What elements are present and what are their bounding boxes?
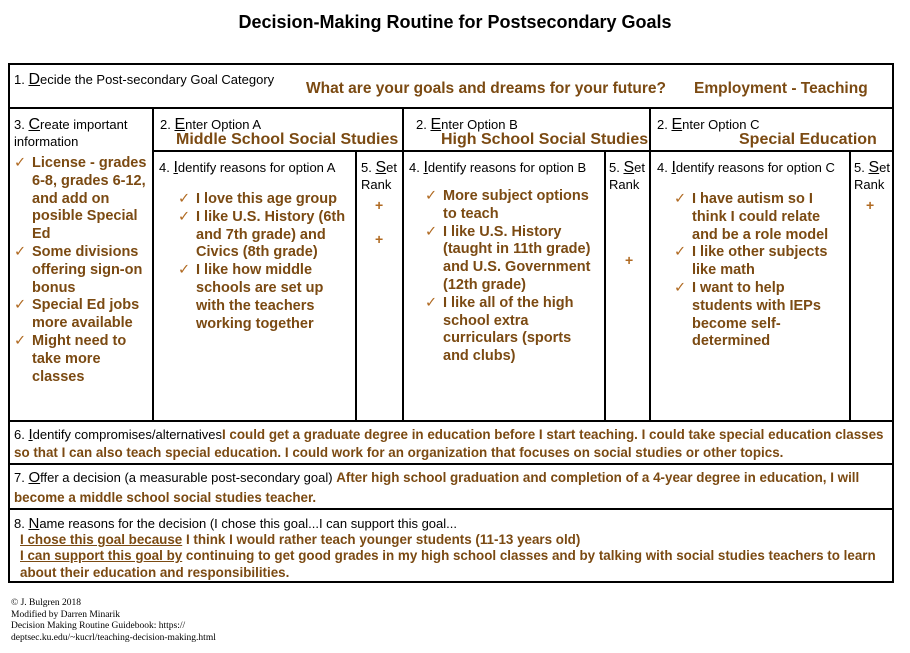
col-divider: [402, 108, 404, 421]
list-item: [674, 191, 846, 244]
list-item: [674, 280, 846, 351]
step-number: 2.: [657, 117, 672, 132]
support-prefix: I can support this goal by: [20, 548, 183, 563]
mnemonic-letter: I: [28, 426, 33, 443]
row-divider: [8, 420, 894, 422]
list-item-text: Some divisions offering sign-on bonus: [32, 243, 143, 296]
list-item: [14, 155, 150, 244]
list-item: [178, 262, 353, 333]
mnemonic-letter: E: [671, 116, 683, 133]
checkmark-icon: ✓: [425, 223, 438, 240]
identify-option-c-label: [657, 159, 835, 176]
list-item-text: I like all of the high school extra curriculars (sports and clubs): [443, 294, 574, 365]
step-number: 1.: [14, 72, 29, 87]
checkmark-icon: ✓: [178, 262, 191, 279]
mnemonic-letter: I: [423, 159, 428, 176]
list-item-text: Might need to take more classes: [32, 332, 127, 385]
step-number: 5.: [854, 160, 869, 175]
list-item-text: I want to help students with IEPs become self-determined: [692, 279, 821, 350]
checkmark-icon: ✓: [178, 208, 191, 225]
rank-plus: +: [375, 197, 384, 213]
list-item: [178, 209, 353, 262]
col-divider: [649, 108, 651, 421]
rank-c-label: [854, 159, 894, 193]
mnemonic-letter: I: [671, 159, 676, 176]
option-c-reasons: [674, 191, 846, 351]
list-item: [14, 244, 150, 297]
list-item: [674, 244, 846, 280]
guidebook-url-line: deptsec.ku.edu/~kucrl/teaching-decision-making.html: [11, 632, 216, 643]
option-a-value: Middle School Social Studies: [176, 131, 399, 148]
goal-category-answer: Employment - Teaching: [694, 80, 868, 97]
list-item: [178, 191, 353, 209]
option-a-reasons: [178, 191, 353, 333]
copyright-line: © J. Bulgren 2018: [11, 598, 82, 608]
col-divider: [604, 151, 606, 421]
col-divider: [355, 151, 357, 421]
row-divider: [8, 463, 894, 465]
list-item: [425, 295, 600, 366]
list-item: [425, 224, 600, 295]
step-number: 5.: [609, 160, 624, 175]
mnemonic-letter: I: [173, 159, 178, 176]
step-number: 5.: [361, 160, 376, 175]
list-item: [425, 188, 600, 224]
step-number: 2.: [160, 117, 175, 132]
rank-b-label: [609, 159, 649, 193]
step-label-text: dentify reasons for option B: [427, 160, 587, 175]
goal-question: What are your goals and dreams for your future?: [306, 80, 667, 97]
checkmark-icon: ✓: [14, 243, 27, 260]
chose-text: I think I would rather teach younger students (11-13 years old): [182, 532, 581, 547]
checkmark-icon: ✓: [14, 297, 27, 314]
guidebook-line: Decision Making Routine Guidebook: https://: [11, 621, 186, 631]
step-label-text: nter Option C: [682, 117, 760, 132]
mnemonic-letter: C: [28, 116, 41, 133]
rank-plus: +: [375, 231, 384, 247]
step-number: 3.: [14, 117, 29, 132]
support-text: continuing to get good grades in my high school classes and by talking with social studies teachers to learn about their education and responsibilities.: [20, 548, 876, 580]
checkmark-icon: ✓: [674, 244, 687, 261]
step6-block: [14, 426, 892, 462]
modified-by-line: Modified by Darren Minarik: [11, 609, 120, 620]
step-label-text: et Rank: [361, 160, 397, 192]
mnemonic-letter: N: [28, 515, 40, 532]
mnemonic-letter: S: [623, 159, 635, 176]
checkmark-icon: ✓: [425, 294, 438, 311]
page-title: Decision-Making Routine for Postsecondary Goals: [238, 12, 672, 32]
chose-prefix: I chose this goal because: [20, 532, 183, 547]
step-label-text: reate important information: [14, 117, 128, 149]
step-number: 4.: [159, 160, 174, 175]
decision-answer: After high school graduation and completion of a 4-year degree in education, I will become a middle school social studies teacher.: [14, 470, 860, 505]
step-label-text: ame reasons for the decision (I chose this goal...I can support this goal...: [39, 516, 457, 531]
step-label-text: dentify reasons for option C: [675, 160, 835, 175]
checkmark-icon: ✓: [14, 155, 27, 171]
row-divider: [8, 508, 894, 510]
identify-option-b-label: [409, 159, 586, 176]
compromises-answer: I could get a graduate degree in education before I start teaching. I could take special education classes so that I can also teach special education. I could work for an organization that focuses on social studies or other topics.: [14, 427, 884, 460]
step-label-text: nter Option A: [185, 117, 262, 132]
col-divider: [849, 151, 851, 421]
support-reason-block: [20, 547, 890, 581]
step-number: 4.: [657, 160, 672, 175]
checkmark-icon: ✓: [178, 191, 191, 207]
step1-label: [14, 71, 274, 88]
step-label-text: nter Option B: [441, 117, 518, 132]
step8-label: [14, 515, 457, 532]
list-item-text: I like U.S. History (6th and 7th grade) and Civics (8th grade): [196, 208, 346, 261]
rank-plus: +: [866, 197, 875, 213]
step-number: 2.: [416, 117, 431, 132]
mnemonic-letter: D: [28, 71, 41, 88]
step-number: 6.: [14, 427, 29, 442]
list-item-text: I like other subjects like math: [692, 244, 828, 279]
step-label-text: et Rank: [854, 160, 890, 192]
list-item: [14, 333, 150, 386]
mnemonic-letter: S: [868, 159, 880, 176]
checkmark-icon: ✓: [674, 191, 687, 207]
step-label-text: dentify compromises/alternatives: [32, 427, 222, 442]
step-label-text: ecide the Post-secondary Goal Category: [40, 72, 275, 87]
mnemonic-letter: E: [430, 116, 442, 133]
list-item-text: I love this age group: [196, 191, 337, 207]
footer-credits: [11, 598, 216, 644]
step-number: 7.: [14, 470, 29, 485]
checkmark-icon: ✓: [425, 188, 438, 204]
step7-block: [14, 468, 894, 508]
step-number: 4.: [409, 160, 424, 175]
mnemonic-letter: O: [28, 469, 41, 486]
row-divider: [152, 150, 894, 152]
step-number: 8.: [14, 516, 29, 531]
rank-a-label: [361, 159, 401, 193]
col-divider: [152, 108, 154, 421]
list-item-text: License - grades 6-8, grades 6-12, and add on posible Special Ed: [32, 155, 147, 243]
option-b-reasons: [425, 188, 600, 366]
important-info-list: [14, 155, 150, 386]
rank-plus: +: [625, 252, 634, 268]
list-item: [14, 297, 150, 333]
option-b-value: High School Social Studies: [441, 131, 649, 148]
checkmark-icon: ✓: [14, 332, 27, 349]
checkmark-icon: ✓: [674, 279, 687, 296]
table-border-bottom: [8, 581, 894, 583]
step-label-text: ffer a decision (a measurable post-secondary goal): [40, 470, 333, 485]
option-c-value: Special Education: [739, 131, 877, 148]
chose-reason-line: [20, 531, 890, 548]
step-label-text: et Rank: [609, 160, 645, 192]
step-label-text: dentify reasons for option A: [177, 160, 336, 175]
list-item-text: I have autism so I think I could relate and be a role model: [692, 191, 829, 243]
list-item-text: More subject options to teach: [443, 188, 589, 222]
identify-option-a-label: [159, 159, 335, 176]
list-item-text: I like U.S. History (taught in 11th grade) and U.S. Government (12th grade): [443, 223, 591, 293]
list-item-text: Special Ed jobs more available: [32, 297, 140, 332]
row-divider: [8, 107, 894, 109]
table-border-top: [8, 63, 894, 65]
list-item-text: I like how middle schools are set up with the teachers working together: [196, 262, 324, 332]
step3-label: [14, 116, 149, 150]
mnemonic-letter: E: [174, 116, 186, 133]
mnemonic-letter: S: [375, 159, 387, 176]
table-border-left: [8, 63, 10, 583]
